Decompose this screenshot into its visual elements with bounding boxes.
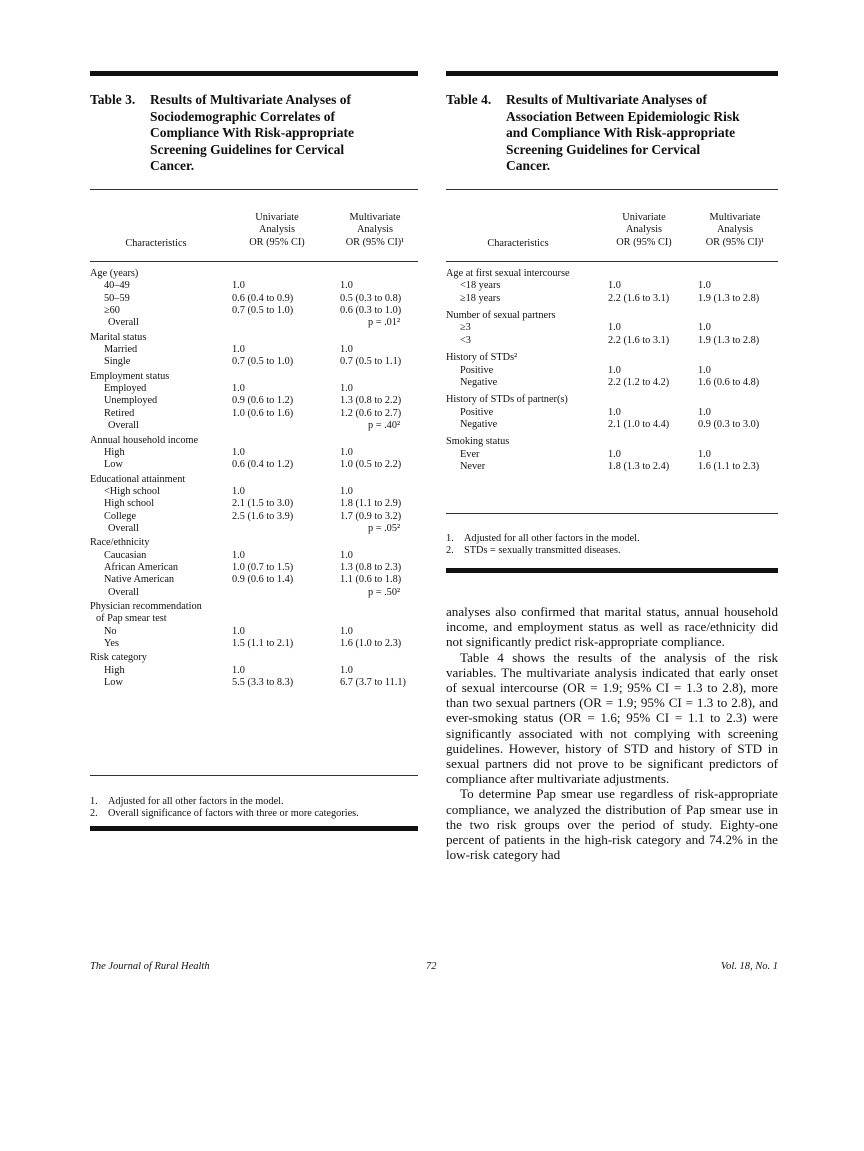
row-label: Negative [460,376,498,388]
multivariate-cell: 1.0 [340,383,353,395]
multivariate-cell: 1.0 [698,364,711,376]
row-label: High school [104,498,155,510]
row-label: <High school [104,485,160,497]
multivariate-cell: p = .40² [368,420,401,431]
row-label: Physician recommendation [90,601,202,612]
header-line: Analysis [258,224,296,236]
header-line: Multivariate [349,212,401,223]
row-label: Native American [104,574,175,586]
univariate-cell: 1.0 (0.7 to 1.5) [232,561,294,573]
multivariate-cell: 1.0 [340,485,353,497]
multivariate-cell: 1.0 (0.5 to 2.2) [340,459,402,471]
table4-title-line: Association Between Epidemiologic Risk [506,108,740,124]
multivariate-cell: 1.1 (0.6 to 1.8) [340,574,402,586]
multivariate-cell: 1.0 [340,664,353,676]
univariate-cell: 1.0 [608,406,621,418]
multivariate-cell: 1.8 (1.1 to 2.9) [340,498,402,510]
univariate-cell: 1.0 [232,383,245,395]
row-label: College [104,510,137,522]
univariate-cell: 0.9 (0.6 to 1.2) [232,395,294,407]
row-label: Overall [108,586,139,598]
multivariate-cell: p = .05² [368,522,401,534]
row-label: 40–49 [104,280,130,292]
header-line: Multivariate [709,212,761,223]
row-label: of Pap smear test [96,613,167,625]
row-label: ≥60 [104,304,120,316]
table4-footnote [446,545,621,557]
footnote-number: 2. [90,808,98,819]
row-label: <3 [460,334,471,346]
row-label: Age at first sexual intercourse [446,268,570,279]
multivariate-cell: 1.0 [340,625,353,637]
multivariate-cell: 1.2 (0.6 to 2.7) [340,407,402,419]
univariate-cell: 1.0 [608,448,621,460]
univariate-cell: 0.6 (0.4 to 1.2) [232,459,294,471]
row-label: Positive [460,364,494,376]
univariate-cell: 0.6 (0.4 to 0.9) [232,292,294,304]
univariate-cell: 1.0 [232,344,245,355]
row-label: Single [104,356,131,368]
table3-header-multivariate [336,212,414,249]
row-label: 50–59 [104,292,130,304]
table4 [446,0,778,560]
table3 [90,0,418,820]
header-line: OR (95% CI) [249,236,305,248]
multivariate-cell: 0.6 (0.3 to 1.0) [340,304,402,316]
table3-title-line: Sociodemographic Correlates of [150,108,335,124]
row-label: Educational attainment [90,473,186,485]
univariate-cell: 1.0 [232,664,245,676]
table3-label: Table 3. [90,92,136,107]
table4-bottom-rule [446,513,778,514]
multivariate-cell: 1.0 [340,280,353,292]
footer-page-number: 72 [426,961,437,972]
row-label: Number of sexual partners [446,310,556,322]
row-label: Employed [104,383,147,395]
table3-title-line: Compliance With Risk-appropriate [150,125,355,140]
row-label: ≥3 [460,322,471,334]
univariate-cell: 1.0 [232,485,245,497]
footnote-text: STDs = sexually transmitted diseases. [464,545,621,556]
table4-header-multivariate [696,212,774,249]
footnote-text: Overall significance of factors with three or more categories. [108,808,359,819]
univariate-cell: 0.9 (0.6 to 1.4) [232,574,294,586]
univariate-cell: 2.1 (1.0 to 4.4) [608,418,670,430]
univariate-cell: 1.0 [608,364,621,376]
body-paragraph: To determine Pap smear use regardless of risk-appropriate compliance, we analyzed the distribution of Pap smear use in the two risk groups over the period of study. Eighty-one percent of patients in the high-risk category and 74.2% in the low-risk category had [446,786,778,863]
row-label: History of STDs² [446,352,518,364]
table4-footnote [446,533,640,545]
table3-footnote [90,796,284,808]
row-label: <18 years [460,280,501,292]
header-line: Analysis [356,224,394,236]
univariate-cell: 2.1 (1.5 to 3.0) [232,498,294,510]
multivariate-cell: 1.3 (0.8 to 2.3) [340,561,402,573]
header-line: Analysis [716,224,754,236]
multivariate-cell: 1.6 (0.6 to 4.8) [698,376,760,388]
row-label: Smoking status [446,436,510,448]
univariate-cell: 1.0 [232,625,245,637]
table4-title-line: Results of Multivariate Analyses of [506,92,707,107]
univariate-cell: 1.0 [232,446,245,458]
footnote-text: Adjusted for all other factors in the model. [464,533,640,544]
table4-title-line: Cancer. [506,158,551,173]
univariate-cell: 1.0 [232,280,245,292]
table3-header-bottom-rule [90,261,418,262]
table3-bottom-rule [90,775,418,776]
header-line: Univariate [622,212,666,223]
row-label: No [104,625,117,637]
header-line: OR (95% CI)¹ [345,236,405,248]
row-label: History of STDs of partner(s) [446,394,568,406]
row-label: High [104,446,125,458]
multivariate-cell: 1.0 [698,448,711,460]
multivariate-cell: 0.9 (0.3 to 3.0) [698,418,760,430]
table3-footnote [90,808,359,820]
multivariate-cell: 1.0 [340,446,353,458]
footnote-number: 2. [446,545,454,556]
row-label: Caucasian [104,549,147,561]
univariate-cell: 1.0 [608,280,621,292]
table4-header-characteristics: Characteristics [487,238,549,249]
table4-label: Table 4. [446,92,492,107]
univariate-cell: 5.5 (3.3 to 8.3) [232,677,294,688]
row-label: Ever [460,448,480,460]
multivariate-cell: 1.0 [340,549,353,561]
univariate-cell: 0.7 (0.5 to 1.0) [232,356,294,368]
row-label: Positive [460,406,494,418]
body-text [446,604,778,862]
row-label: Age (years) [90,268,139,279]
univariate-cell: 2.2 (1.6 to 3.1) [608,334,670,346]
multivariate-cell: 1.9 (1.3 to 2.8) [698,292,760,304]
row-label: Marital status [90,331,147,343]
row-label: ≥18 years [460,292,501,304]
row-label: Risk category [90,652,147,664]
row-label: Race/ethnicity [90,537,150,549]
footer-volume: Vol. 18, No. 1 [720,961,778,972]
table3-title-line: Results of Multivariate Analyses of [150,92,351,107]
univariate-cell: 1.8 (1.3 to 2.4) [608,461,670,472]
footnote-text: Adjusted for all other factors in the model. [108,796,284,807]
row-label: Overall [108,522,139,534]
header-line: OR (95% CI)¹ [705,236,765,248]
univariate-cell: 2.2 (1.6 to 3.1) [608,292,670,304]
row-label: Yes [104,637,119,649]
table3-header-characteristics: Characteristics [125,238,187,249]
univariate-cell: 1.0 (0.6 to 1.6) [232,407,294,419]
univariate-cell: 1.5 (1.1 to 2.1) [232,637,294,649]
univariate-cell: 2.2 (1.2 to 4.2) [608,376,670,388]
header-line: OR (95% CI) [616,236,672,248]
row-label: Negative [460,418,498,430]
row-label: Low [104,677,123,688]
body-paragraph: analyses also confirmed that marital status, annual household income, and employment status as well as race/ethnicity did not significantly predict risk-appropriate compliance. [446,604,778,650]
multivariate-cell: 1.0 [340,344,353,355]
row-label: Annual household income [90,434,199,446]
row-label: Low [104,459,123,471]
table4-header-bottom-rule [446,261,778,262]
univariate-cell: 1.0 [608,322,621,334]
row-label: Married [104,344,138,355]
multivariate-cell: 1.0 [698,322,711,334]
univariate-cell: 2.5 (1.6 to 3.9) [232,510,294,522]
row-label: Unemployed [104,395,158,407]
multivariate-cell: 6.7 (3.7 to 11.1) [340,677,406,688]
table3-title-line: Cancer. [150,158,195,173]
table3-end-rule [90,826,418,831]
footnote-number: 1. [446,533,454,544]
header-line: Univariate [255,212,299,223]
row-label: High [104,664,125,676]
row-label: African American [104,561,179,573]
multivariate-cell: 0.7 (0.5 to 1.1) [340,356,402,368]
table4-title-line: and Compliance With Risk-appropriate [506,125,736,140]
multivariate-cell: p = .01² [368,317,401,329]
multivariate-cell: 1.0 [698,280,711,292]
table3-title-line: Screening Guidelines for Cervical [150,141,345,157]
multivariate-cell: p = .50² [368,586,401,598]
table4-header-univariate [598,212,690,249]
table4-end-rule [446,568,778,573]
multivariate-cell: 1.6 (1.0 to 2.3) [340,637,402,649]
footnote-number: 1. [90,796,98,807]
row-label: Overall [108,317,139,329]
row-label: Overall [108,420,139,431]
table3-header-univariate [230,212,324,249]
multivariate-cell: 0.5 (0.3 to 0.8) [340,292,402,304]
table4-title-line: Screening Guidelines for Cervical [506,141,701,157]
univariate-cell: 0.7 (0.5 to 1.0) [232,304,294,316]
univariate-cell: 1.0 [232,549,245,561]
header-line: Analysis [625,224,663,236]
multivariate-cell: 1.0 [698,406,711,418]
multivariate-cell: 1.9 (1.3 to 2.8) [698,334,760,346]
multivariate-cell: 1.3 (0.8 to 2.2) [340,395,402,407]
footer-journal: The Journal of Rural Health [90,961,210,972]
row-label: Never [460,461,486,472]
multivariate-cell: 1.7 (0.9 to 3.2) [340,510,402,522]
row-label: Employment status [90,370,170,382]
row-label: Retired [104,407,135,419]
multivariate-cell: 1.6 (1.1 to 2.3) [698,461,760,472]
body-paragraph: Table 4 shows the results of the analysis of the risk variables. The multivariate analysis indicated that early onset of sexual intercourse (OR = 1.9; 95% CI = 1.3 to 2.8), more than two sexual partners (OR = 1.9; 95% CI = 1.3 to 2.8), and ever-smoking status (OR = 1.6; 95% CI = 1.1 to 2.3) were significantly associated with not complying with screening guidelines. However, history of STD and history of STD in sexual partners did not prove to be significant predictors of compliance after multivariate adjustments. [446,649,778,787]
